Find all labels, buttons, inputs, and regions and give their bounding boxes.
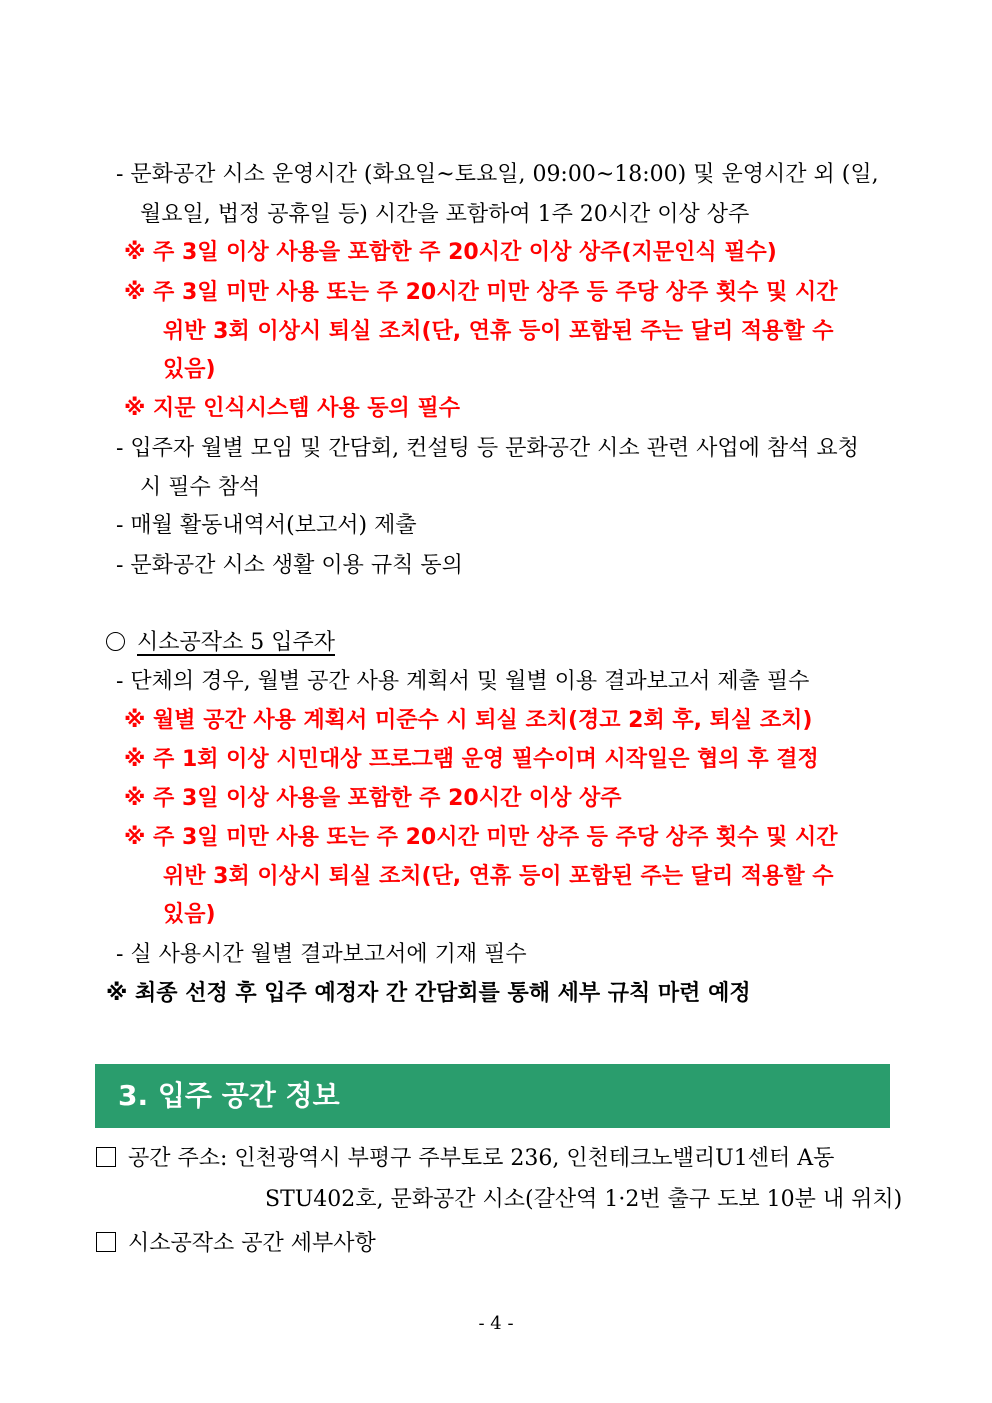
subsection-title: 시소공작소 5 입주자: [137, 630, 335, 655]
page-number: - 4 -: [478, 1313, 514, 1334]
warning-note: ※ 주 1회 이상 시민대상 프로그램 운영 필수이며 시작일은 협의 후 결정: [124, 747, 819, 772]
rule-line: 월요일, 법정 공휴일 등) 시간을 포함하여 1주 20시간 이상 상주: [140, 202, 750, 227]
rule-line: [116, 160, 896, 190]
warning-note: ※ 주 3일 이상 사용을 포함한 주 20시간 이상 상주(지문인식 필수): [124, 240, 777, 265]
warning-note: ※ 월별 공간 사용 계획서 미준수 시 퇴실 조치(경고 2회 후, 퇴실 조치): [124, 708, 813, 733]
general-note: ※ 최종 선정 후 입주 예정자 간 간담회를 통해 세부 규칙 마련 예정: [106, 981, 751, 1006]
address-line-cont: STU402호, 문화공간 시소(갈산역 1·2번 출구 도보 10분 내 위치): [265, 1187, 903, 1212]
warning-note: ※ 주 3일 이상 사용을 포함한 주 20시간 이상 상주: [124, 786, 622, 811]
subsection-heading: [106, 628, 335, 658]
warning-note: ※ 주 3일 미만 사용 또는 주 20시간 미만 상주 등 주당 상주 횟수 및 시간: [124, 280, 838, 305]
details-line: [96, 1229, 376, 1259]
address-line: [96, 1144, 834, 1174]
rule-line: - 매월 활동내역서(보고서) 제출: [116, 513, 417, 538]
rule-line: - 문화공간 시소 생활 이용 규칙 동의: [116, 553, 463, 578]
address-text: 공간 주소: 인천광역시 부평구 주부토로 236, 인천테크노밸리U1센터 A동: [128, 1146, 835, 1171]
warning-note: ※ 지문 인식시스템 사용 동의 필수: [124, 396, 460, 421]
circle-bullet-icon: [106, 632, 125, 651]
rule-line: - 입주자 월별 모임 및 간담회, 컨설팅 등 문화공간 시소 관련 사업에 참석 요청: [116, 436, 859, 461]
section-title: 3. 입주 공간 정보: [118, 1079, 340, 1112]
warning-note-cont: 있음): [163, 357, 216, 382]
details-text: 시소공작소 공간 세부사항: [128, 1231, 376, 1256]
warning-note-cont: 있음): [163, 902, 216, 927]
warning-note-cont: 위반 3회 이상시 퇴실 조치(단, 연휴 등이 포함된 주는 달리 적용할 수: [163, 319, 834, 344]
checkbox-icon: [96, 1232, 116, 1252]
warning-note-cont: 위반 3회 이상시 퇴실 조치(단, 연휴 등이 포함된 주는 달리 적용할 수: [163, 864, 834, 889]
text: - 문화공간 시소 운영시간 (화요일~토요일, 09:00~18:00) 및 운영시간 외 (일,: [116, 162, 879, 187]
rule-line: - 실 사용시간 월별 결과보고서에 기재 필수: [116, 942, 527, 967]
rule-line-cont: 시 필수 참석: [140, 475, 261, 500]
warning-note: ※ 주 3일 미만 사용 또는 주 20시간 미만 상주 등 주당 상주 횟수 및 시간: [124, 825, 838, 850]
rule-line: - 단체의 경우, 월별 공간 사용 계획서 및 월별 이용 결과보고서 제출 필수: [116, 669, 810, 694]
checkbox-icon: [96, 1147, 116, 1167]
